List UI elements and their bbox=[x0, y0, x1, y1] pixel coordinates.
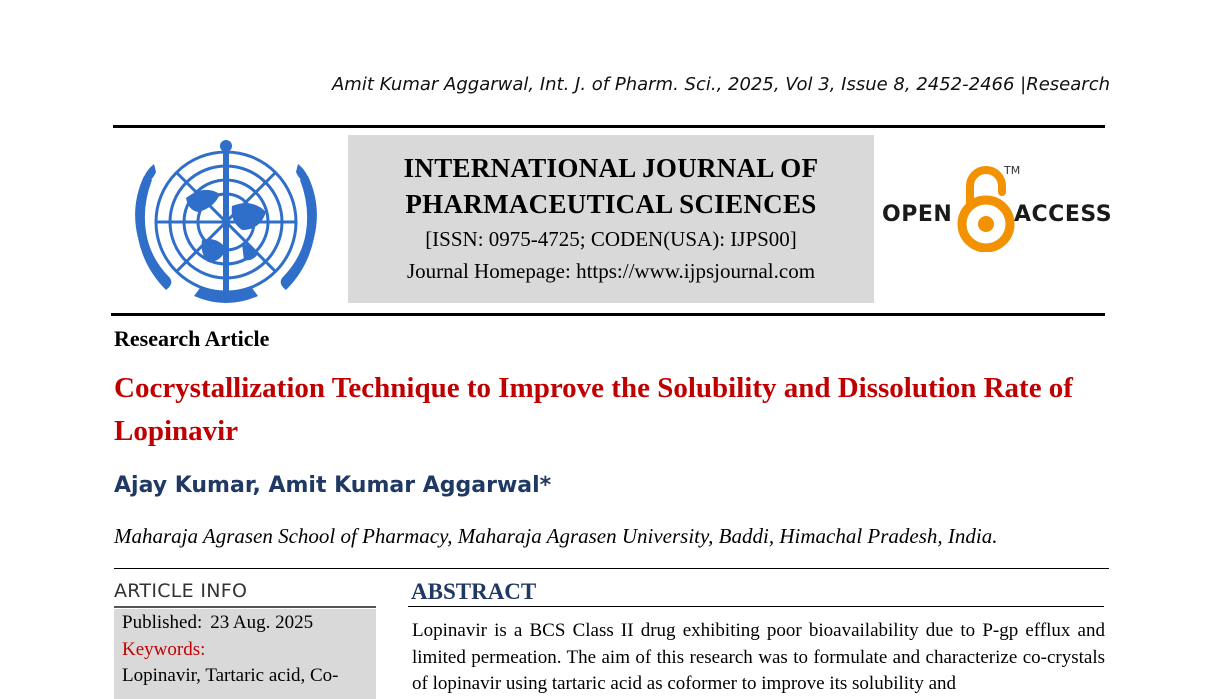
article-authors: Ajay Kumar, Amit Kumar Aggarwal* bbox=[114, 473, 552, 498]
journal-name-line1: INTERNATIONAL JOURNAL OF bbox=[403, 153, 819, 183]
keywords-label: Keywords: bbox=[122, 639, 206, 660]
article-info-heading: ARTICLE INFO bbox=[114, 580, 248, 602]
open-access-right-word: ACCESS bbox=[1014, 202, 1113, 227]
top-rule bbox=[113, 125, 1105, 128]
masthead-bottom-rule bbox=[111, 313, 1105, 316]
trademark-mark: TM bbox=[1004, 164, 1021, 177]
abstract-text: Lopinavir is a BCS Class II drug exhibiting poor bioavailability due to P-gp efflux and limited permeation. The aim of this research was to formulate and characterize co-crystals of lopinavir using tartaric acid as coformer to improve its solubility and bbox=[412, 620, 1105, 694]
journal-masthead bbox=[348, 135, 874, 303]
author-affiliation: Maharaja Agrasen School of Pharmacy, Maharaja Agrasen University, Baddi, Himachal Pradesh, India. bbox=[114, 524, 998, 548]
journal-name-line2: PHARMACEUTICAL SCIENCES bbox=[405, 189, 817, 219]
article-info-underline bbox=[114, 606, 376, 608]
article-info-panel bbox=[114, 609, 376, 699]
published-label: Published: bbox=[122, 612, 203, 633]
article-type: Research Article bbox=[114, 326, 270, 351]
open-access-left-word: OPEN bbox=[882, 202, 953, 227]
journal-issn: [ISSN: 0975-4725; CODEN(USA): IJPS00] bbox=[425, 227, 797, 251]
article-title: Cocrystallization Technique to Improve the Solubility and Dissolution Rate of Lopinavir bbox=[114, 372, 1073, 447]
open-access-logo bbox=[880, 162, 1113, 258]
journal-homepage[interactable]: Journal Homepage: https://www.ijpsjournal.com bbox=[406, 259, 816, 283]
running-header: Amit Kumar Aggarwal, Int. J. of Pharm. Sci., 2025, Vol 3, Issue 8, 2452-2466 |Research bbox=[331, 74, 1110, 95]
journal-emblem-logo bbox=[124, 136, 328, 308]
abstract-underline bbox=[408, 606, 1104, 607]
open-lock-icon bbox=[956, 166, 1016, 252]
published-row bbox=[122, 612, 313, 634]
abstract-heading: ABSTRACT bbox=[411, 579, 537, 604]
keywords-text: Lopinavir, Tartaric acid, Co- bbox=[122, 665, 339, 686]
affiliation-divider bbox=[114, 568, 1109, 569]
emblem-icon bbox=[124, 136, 328, 308]
published-date: 23 Aug. 2025 bbox=[210, 612, 314, 633]
